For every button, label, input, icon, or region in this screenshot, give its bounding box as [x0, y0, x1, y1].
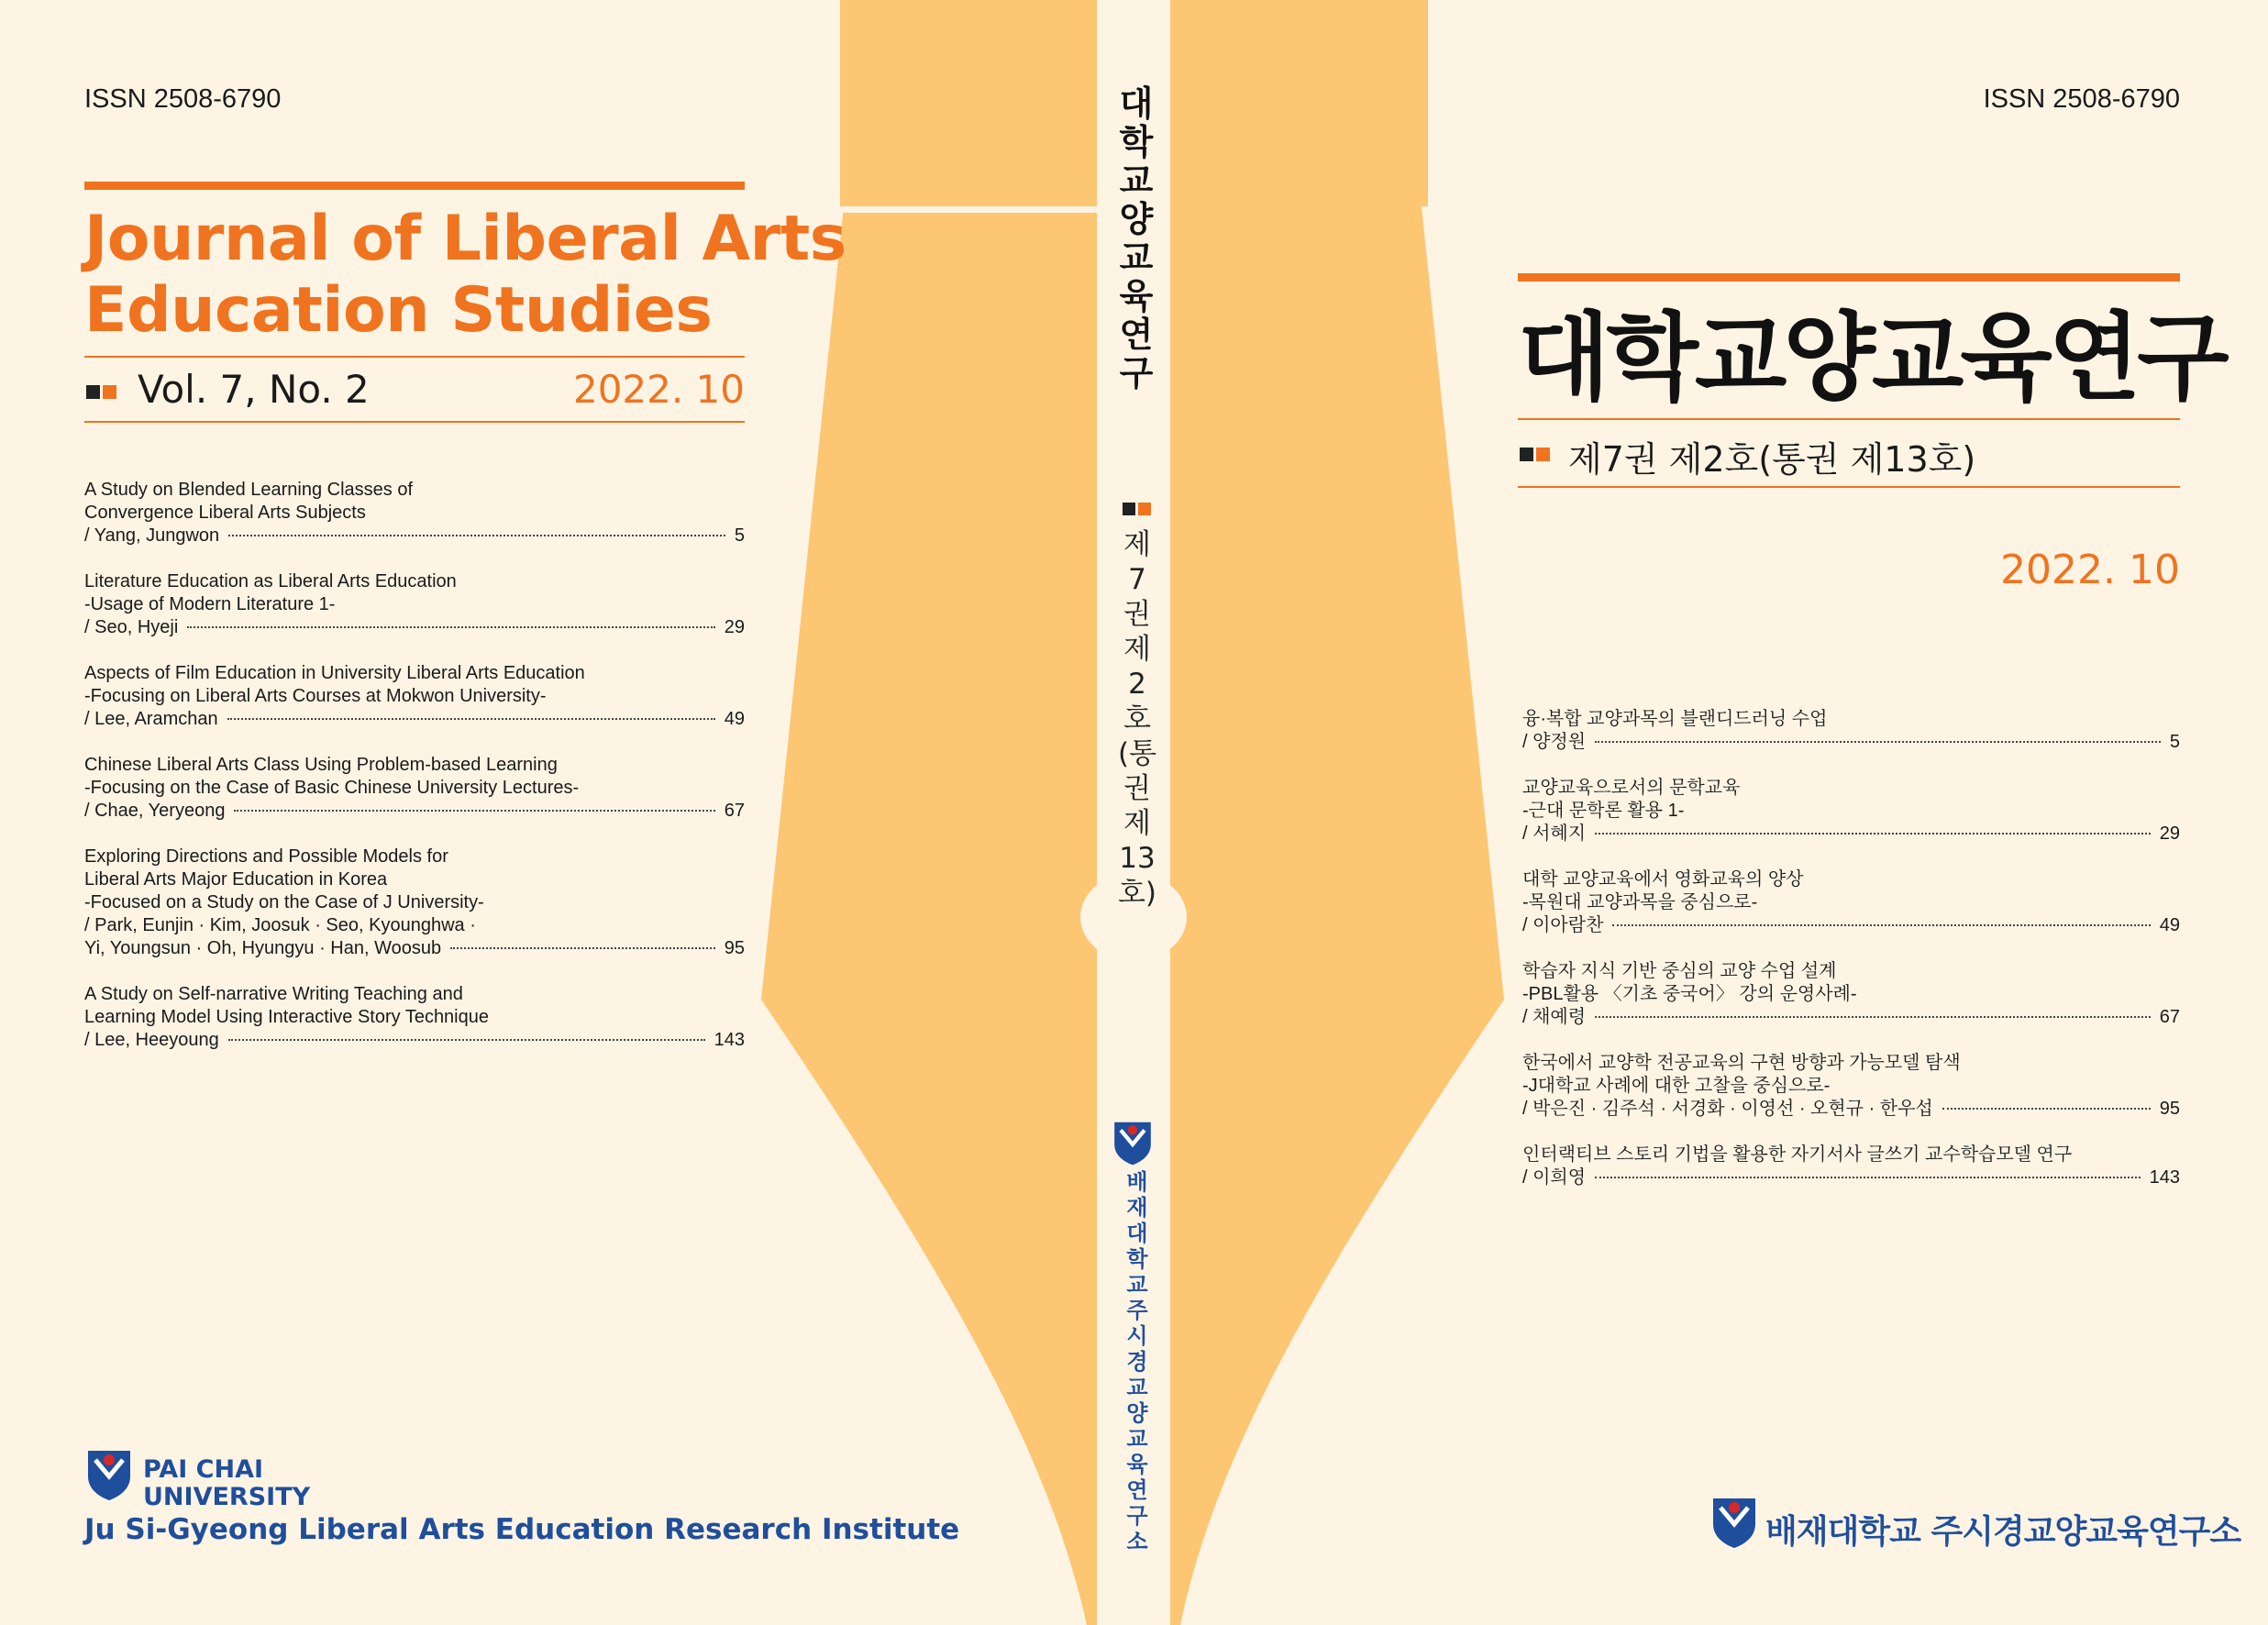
toc-author: / 서혜지 — [1522, 824, 1587, 844]
toc-page-number: 143 — [2149, 1167, 2180, 1188]
front-toc-entry-5[interactable] — [1522, 1052, 2180, 1121]
toc-author: / 박은진 · 김주석 · 서경화 · 이영선 · 오현규 · 한우섭 — [1522, 1099, 1933, 1119]
toc-leader-dots — [1595, 833, 2151, 835]
toc-line: Literature Education as Liberal Arts Education — [84, 571, 457, 591]
toc-line: 한국에서 교양학 전공교육의 구현 방향과 가능모델 탐색 — [1522, 1053, 1961, 1073]
spine-shield-icon — [1112, 1121, 1153, 1166]
spine-institute: 배재대학교 주시경교양교육연구소 — [1126, 1169, 1148, 1554]
toc-author: / Chae, Yeryeong — [84, 801, 226, 821]
toc-line: -PBL활용 〈기초 중국어〉 강의 운영사례- — [1522, 984, 1857, 1004]
front-volume-line — [1518, 431, 2178, 480]
toc-line: 대학 교양교육에서 영화교육의 양상 — [1522, 869, 1804, 890]
toc-author: / Seo, Hyeji — [84, 617, 179, 637]
square-bullet-dark — [1520, 448, 1533, 461]
toc-line: Chinese Liberal Arts Class Using Problem-based Learning — [84, 755, 558, 775]
toc-page-number: 5 — [734, 525, 745, 546]
toc-leader-dots — [1942, 1108, 2151, 1110]
pai-chai-shield-icon — [86, 1449, 132, 1502]
toc-line: / Park, Eunjin · Kim, Joosuk · Seo, Kyounghwa · — [84, 915, 476, 935]
toc-line: 교양교육으로서의 문학교육 — [1522, 778, 1741, 798]
toc-leader-dots — [228, 535, 725, 536]
front-volume: 제7권 제2호(통권 제13호) — [1568, 439, 1976, 480]
back-top-rule — [84, 182, 745, 190]
university-name: PAI CHAI UNIVERSITY — [143, 1455, 311, 1511]
back-journal-title — [84, 204, 846, 347]
toc-line: -Usage of Modern Literature 1- — [84, 594, 336, 614]
toc-line: -Focusing on the Case of Basic Chinese University Lectures- — [84, 778, 580, 798]
back-toc-entry-2[interactable] — [84, 570, 745, 639]
toc-line: A Study on Self-narrative Writing Teaching and — [84, 984, 463, 1004]
toc-line: 인터랙티브 스토리 기법을 활용한 자기서사 글쓰기 교수학습모델 연구 — [1522, 1144, 2073, 1165]
toc-leader-dots — [187, 626, 714, 628]
front-top-rule — [1518, 273, 2180, 282]
back-toc-entry-5[interactable] — [84, 846, 745, 960]
back-title-line2: Education Studies — [84, 274, 713, 347]
toc-line: -목원대 교양과목을 중심으로- — [1522, 892, 1758, 912]
toc-line: -근대 문학론 활용 1- — [1522, 801, 1685, 821]
front-toc-entry-1[interactable] — [1522, 708, 2180, 754]
toc-line: 융·복합 교양과목의 블랜디드러닝 수업 — [1522, 709, 1828, 729]
back-title-line1: Journal of Liberal Arts — [84, 203, 846, 275]
back-toc-entry-4[interactable] — [84, 754, 745, 823]
toc-leader-dots — [1595, 1177, 2141, 1178]
toc-line: 학습자 지식 기반 중심의 교양 수업 설계 — [1522, 961, 1837, 981]
institute-name-kr: 배재대학교 주시경교양교육연구소 — [1765, 1513, 2241, 1551]
front-toc-entry-2[interactable] — [1522, 777, 2180, 846]
toc-author: / Lee, Heeyoung — [84, 1030, 219, 1050]
toc-leader-dots — [1612, 924, 2150, 926]
spine-bullets — [1123, 503, 1154, 515]
toc-line: Exploring Directions and Possible Models for — [84, 846, 448, 867]
front-shield-icon — [1711, 1497, 1757, 1550]
toc-line: Aspects of Film Education in University Liberal Arts Education — [84, 663, 585, 683]
institute-name-en: Ju Si-Gyeong Liberal Arts Education Research Institute — [84, 1513, 960, 1546]
square-bullet-dark — [1123, 503, 1135, 515]
toc-leader-dots — [228, 1039, 705, 1041]
back-volume: Vol. 7, No. 2 — [138, 367, 370, 412]
back-toc-entry-6[interactable] — [84, 983, 745, 1052]
toc-line: -J대학교 사례에 대한 고찰을 중심으로- — [1522, 1076, 1831, 1096]
front-volume-rule — [1518, 486, 2180, 488]
toc-author: / Lee, Aramchan — [84, 709, 218, 729]
front-journal-title: 대학교양교육연구 — [1518, 302, 2226, 414]
back-date: 2022. 10 — [572, 367, 745, 412]
square-bullet-orange — [103, 385, 116, 399]
toc-author: / Yang, Jungwon — [84, 525, 220, 546]
back-volume-rule — [84, 421, 745, 423]
toc-leader-dots — [234, 810, 714, 812]
toc-leader-dots — [227, 718, 715, 720]
front-toc-entry-3[interactable] — [1522, 868, 2180, 937]
toc-leader-dots — [1595, 1016, 2151, 1018]
toc-leader-dots — [450, 947, 715, 949]
square-bullet-orange — [1536, 448, 1550, 461]
toc-page-number: 143 — [714, 1030, 745, 1050]
toc-page-number: 67 — [724, 801, 745, 821]
toc-page-number: 67 — [2159, 1007, 2180, 1027]
toc-author: / 이희영 — [1522, 1167, 1587, 1188]
toc-page-number: 29 — [2159, 824, 2180, 844]
toc-line: -Focused on a Study on the Case of J University- — [84, 892, 484, 912]
front-toc-entry-4[interactable] — [1522, 960, 2180, 1029]
toc-leader-dots — [1595, 741, 2161, 743]
square-bullet-dark — [86, 385, 100, 399]
toc-author: Yi, Youngsun · Oh, Hyungyu · Han, Woosub — [84, 938, 442, 958]
pen-nib-shoulder — [840, 206, 1097, 213]
toc-page-number: 5 — [2169, 732, 2180, 752]
toc-page-number: 49 — [2159, 915, 2180, 935]
back-toc-entry-1[interactable] — [84, 479, 745, 547]
pen-nib-right-half — [1170, 0, 1504, 1625]
front-toc-entry-6[interactable] — [1522, 1144, 2180, 1189]
toc-author: / 양정원 — [1522, 732, 1587, 752]
toc-line: Liberal Arts Major Education in Korea — [84, 869, 388, 890]
back-title-rule — [84, 356, 745, 358]
toc-author: / 이아람찬 — [1522, 915, 1604, 935]
square-bullet-orange — [1138, 503, 1151, 515]
front-date: 2022. 10 — [2000, 547, 2180, 593]
toc-page-number: 49 — [724, 709, 745, 729]
back-issn: ISSN 2508-6790 — [84, 84, 282, 114]
back-volume-line — [84, 367, 745, 418]
toc-line: Learning Model Using Interactive Story Technique — [84, 1007, 489, 1027]
back-toc-entry-3[interactable] — [84, 662, 745, 731]
toc-page-number: 95 — [2159, 1099, 2180, 1119]
toc-page-number: 95 — [724, 938, 745, 958]
spine-title: 대학교양교육연구 — [1119, 83, 1154, 393]
front-title-rule — [1518, 418, 2180, 420]
toc-line: A Study on Blended Learning Classes of — [84, 480, 414, 500]
toc-line: -Focusing on Liberal Arts Courses at Mokwon University- — [84, 686, 547, 706]
spine-volume: 제7권 제2호(통권 제13호) — [1117, 528, 1157, 910]
toc-line: Convergence Liberal Arts Subjects — [84, 503, 366, 523]
front-issn: ISSN 2508-6790 — [1983, 84, 2180, 114]
toc-author: / 채예령 — [1522, 1007, 1587, 1027]
toc-page-number: 29 — [724, 617, 745, 637]
